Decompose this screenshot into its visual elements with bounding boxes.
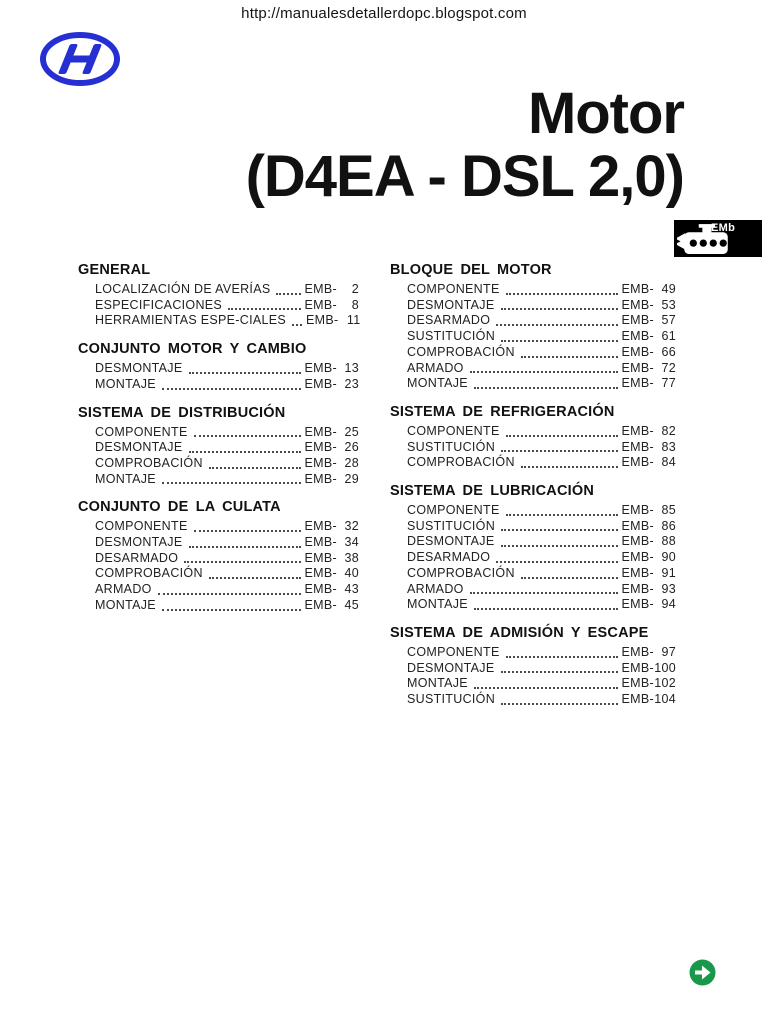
toc-item-label: DESARMADO: [407, 313, 491, 328]
toc-item-label: SUSTITUCIÓN: [407, 518, 496, 533]
toc-section-heading: SISTEMA DE ADMISIÓN Y ESCAPE: [390, 624, 649, 641]
toc-page-number: 23: [344, 376, 359, 391]
toc-leader-dots: [501, 340, 618, 342]
toc-leader-dots: [162, 609, 301, 611]
toc-item-label: COMPROBACIÓN: [407, 455, 515, 470]
toc-item: [390, 582, 676, 598]
toc-page-prefix: EMB-: [621, 455, 654, 470]
toc-item-page: [622, 692, 676, 708]
toc-page-number: 82: [661, 423, 676, 438]
toc-leader-dots: [506, 656, 618, 658]
toc-leader-dots: [162, 482, 301, 484]
toc-item-label: DESMONTAJE: [95, 535, 183, 550]
toc-item: [78, 535, 359, 551]
toc-page-prefix: EMB-: [304, 297, 337, 312]
toc-item-page: [622, 455, 676, 471]
toc-item-label: DESARMADO: [407, 550, 491, 565]
toc-item: [390, 424, 676, 440]
toc-page-number: 94: [661, 597, 676, 612]
toc-page-number: 34: [344, 535, 359, 550]
toc-page-number: 8: [351, 297, 359, 312]
toc-page-prefix: EMB-: [621, 534, 654, 549]
toc-item-label: COMPROBACIÓN: [407, 565, 515, 580]
toc-page-number: 49: [661, 282, 676, 296]
toc-page-number: 93: [661, 581, 676, 596]
page-title-line2: (D4EA - DSL 2,0): [245, 144, 684, 209]
toc-page-prefix: EMB-: [621, 692, 654, 707]
toc-item-page: [305, 282, 359, 298]
toc-page-prefix: EMB-: [621, 660, 654, 675]
toc-page-number: 104: [654, 692, 676, 707]
toc-item-label: SUSTITUCIÓN: [407, 692, 496, 707]
toc-page-number: 85: [661, 503, 676, 518]
toc-page-prefix: EMB-: [304, 566, 337, 581]
toc-section-heading: SISTEMA DE REFRIGERACIÓN: [390, 403, 615, 420]
toc-item-label: COMPONENTE: [407, 282, 500, 296]
toc-item-page: [622, 345, 676, 361]
toc-column-right: [390, 262, 676, 720]
toc-page-prefix: EMB-: [621, 597, 654, 612]
toc-item: [78, 598, 359, 614]
toc-leader-dots: [474, 387, 618, 389]
toc-item-label: COMPONENTE: [95, 424, 188, 439]
toc-item-page: [622, 519, 676, 535]
toc-item: [390, 345, 676, 361]
toc-item-page: [306, 313, 360, 329]
toc-page-prefix: EMB-: [621, 676, 654, 691]
toc-page-number: 86: [661, 518, 676, 533]
toc-item-page: [622, 676, 676, 692]
toc-item-page: [622, 503, 676, 519]
toc-item-label: DESARMADO: [95, 550, 179, 565]
toc-page-prefix: EMB-: [621, 503, 654, 518]
toc-item-page: [305, 535, 359, 551]
toc-page-number: 102: [654, 676, 676, 691]
toc-item-label: MONTAJE: [407, 676, 468, 691]
toc-item-page: [622, 361, 676, 377]
toc-item-label: DESMONTAJE: [95, 440, 183, 455]
toc-leader-dots: [162, 388, 301, 390]
toc-item: [78, 551, 359, 567]
toc-section-heading: SISTEMA DE LUBRICACIÓN: [390, 483, 595, 500]
toc-page-prefix: EMB-: [304, 282, 337, 296]
toc-item-page: [622, 329, 676, 345]
toc-item: [390, 361, 676, 377]
toc-section-heading: CONJUNTO DE LA CULATA: [78, 499, 281, 516]
toc-leader-dots: [506, 435, 618, 437]
toc-section-heading: BLOQUE DEL MOTOR: [390, 262, 552, 278]
toc-section-heading: GENERAL: [78, 262, 151, 278]
toc-leader-dots: [184, 561, 300, 563]
toc-item-page: [305, 377, 359, 393]
url-header: http://manualesdetallerdopc.blogspot.com: [241, 5, 527, 22]
toc-item-label: SUSTITUCIÓN: [407, 329, 496, 344]
toc-item-label: MONTAJE: [95, 376, 156, 391]
toc-leader-dots: [521, 356, 618, 358]
toc-item: [78, 313, 359, 329]
toc-item: [390, 440, 676, 456]
toc-page-prefix: EMB-: [304, 361, 337, 376]
toc-leader-dots: [506, 293, 618, 295]
toc-item-page: [622, 582, 676, 598]
toc-item: [78, 282, 359, 298]
toc-page-prefix: EMB-: [621, 550, 654, 565]
toc-item-label: ARMADO: [95, 582, 152, 597]
toc-page-prefix: EMB-: [621, 360, 654, 375]
toc-item: [390, 597, 676, 613]
toc-page-number: 66: [661, 344, 676, 359]
toc-item-page: [622, 440, 676, 456]
toc-column-left: [78, 262, 359, 626]
toc-leader-dots: [470, 592, 618, 594]
toc-leader-dots: [501, 308, 618, 310]
toc-leader-dots: [209, 577, 301, 579]
toc-section: [78, 405, 359, 488]
toc-page-number: 53: [661, 297, 676, 312]
toc-item-label: DESMONTAJE: [407, 297, 495, 312]
toc-page-number: 32: [344, 519, 359, 534]
toc-page-prefix: EMB-: [621, 297, 654, 312]
toc-item: [78, 361, 359, 377]
toc-section: [78, 262, 359, 329]
toc-item-page: [305, 456, 359, 472]
toc-page-number: 2: [351, 282, 359, 296]
toc-page-number: 91: [661, 565, 676, 580]
toc-item-label: COMPROBACIÓN: [95, 455, 203, 470]
toc-leader-dots: [292, 324, 302, 326]
toc-item: [390, 282, 676, 298]
toc-leader-dots: [470, 371, 618, 373]
toc-section: [390, 625, 676, 708]
toc-item-page: [622, 566, 676, 582]
toc-item-page: [305, 361, 359, 377]
toc-page-number: 26: [344, 440, 359, 455]
toc-item-page: [622, 298, 676, 314]
hyundai-logo-icon: [38, 31, 122, 87]
toc-item-page: [622, 313, 676, 329]
toc-item: [78, 566, 359, 582]
arrow-right-icon: [689, 959, 716, 986]
toc-item-label: DESMONTAJE: [407, 660, 495, 675]
toc-page-prefix: EMB-: [621, 423, 654, 438]
toc-item: [390, 676, 676, 692]
toc-item: [390, 313, 676, 329]
toc-item-label: ARMADO: [407, 581, 464, 596]
toc-page-number: 72: [661, 360, 676, 375]
toc-item-label: COMPROBACIÓN: [95, 566, 203, 581]
toc-item-page: [305, 425, 359, 441]
toc-leader-dots: [474, 608, 618, 610]
toc-page-number: 61: [661, 329, 676, 344]
toc-item-page: [305, 472, 359, 488]
toc-item-label: ESPECIFICACIONES: [95, 297, 223, 312]
toc-item: [78, 519, 359, 535]
toc-item-page: [305, 582, 359, 598]
toc-page-prefix: EMB-: [621, 581, 654, 596]
toc-item: [390, 329, 676, 345]
next-page-button[interactable]: [689, 959, 716, 986]
toc-leader-dots: [189, 451, 301, 453]
toc-item-label: COMPONENTE: [407, 423, 500, 438]
toc-page-number: 38: [344, 550, 359, 565]
toc-leader-dots: [501, 671, 618, 673]
toc-page-number: 29: [344, 471, 359, 486]
toc-page-prefix: EMB-: [621, 282, 654, 296]
toc-item-label: COMPONENTE: [95, 519, 188, 534]
toc-page-prefix: EMB-: [621, 344, 654, 359]
toc-item-label: SUSTITUCIÓN: [407, 439, 496, 454]
toc-item-label: MONTAJE: [95, 471, 156, 486]
toc-leader-dots: [189, 372, 301, 374]
section-badge-code: EMb: [711, 222, 736, 234]
toc-leader-dots: [194, 530, 301, 532]
toc-page-prefix: EMB-: [304, 535, 337, 550]
toc-leader-dots: [521, 577, 618, 579]
toc-page-prefix: EMB-: [621, 565, 654, 580]
toc-item-page: [622, 376, 676, 392]
toc-leader-dots: [521, 466, 618, 468]
toc-page-prefix: EMB-: [304, 519, 337, 534]
toc-item: [390, 550, 676, 566]
toc-leader-dots: [496, 324, 617, 326]
page-title-line1: Motor: [527, 81, 684, 146]
toc-page-number: 57: [661, 313, 676, 328]
toc-page-prefix: EMB-: [621, 376, 654, 391]
toc-item: [390, 566, 676, 582]
toc-page-number: 11: [346, 313, 361, 328]
toc-item-page: [622, 424, 676, 440]
toc-item-page: [305, 551, 359, 567]
toc-item: [390, 692, 676, 708]
toc-item: [78, 472, 359, 488]
toc-leader-dots: [501, 703, 618, 705]
toc-page-prefix: EMB-: [304, 582, 337, 597]
toc-item-page: [622, 661, 676, 677]
toc-item-label: COMPROBACIÓN: [407, 344, 515, 359]
toc-page-number: 45: [344, 597, 359, 612]
toc-page-prefix: EMB-: [621, 313, 654, 328]
toc-leader-dots: [501, 450, 618, 452]
toc-page-number: 84: [661, 455, 676, 470]
toc-leader-dots: [506, 514, 618, 516]
toc-item-label: LOCALIZACIÓN DE AVERÍAS: [95, 282, 271, 296]
toc-page-prefix: EMB-: [304, 440, 337, 455]
toc-page-prefix: EMB-: [304, 424, 337, 439]
toc-item-label: DESMONTAJE: [407, 534, 495, 549]
toc-page-prefix: EMB-: [306, 313, 339, 328]
toc-item: [390, 455, 676, 471]
toc-section-heading: SISTEMA DE DISTRIBUCIÓN: [78, 404, 286, 421]
toc-item: [78, 582, 359, 598]
toc-page-number: 28: [344, 455, 359, 470]
toc-page-number: 13: [344, 361, 359, 376]
toc-page-prefix: EMB-: [304, 376, 337, 391]
toc-item-label: ARMADO: [407, 360, 464, 375]
toc-page-prefix: EMB-: [304, 550, 337, 565]
toc-item-label: MONTAJE: [95, 597, 156, 612]
toc-leader-dots: [189, 546, 301, 548]
toc-item-page: [305, 519, 359, 535]
toc-page-number: 83: [661, 439, 676, 454]
toc-page-number: 100: [654, 660, 676, 675]
toc-item: [78, 456, 359, 472]
toc-item-page: [305, 566, 359, 582]
toc-leader-dots: [496, 561, 617, 563]
toc-item-page: [305, 298, 359, 314]
toc-item-label: COMPONENTE: [407, 503, 500, 518]
toc-item: [390, 661, 676, 677]
toc-leader-dots: [501, 529, 618, 531]
toc-item: [390, 376, 676, 392]
toc-item: [390, 534, 676, 550]
toc-leader-dots: [194, 435, 301, 437]
toc-item: [390, 503, 676, 519]
toc-item: [390, 645, 676, 661]
hyundai-logo: [38, 31, 122, 87]
toc-section: [390, 404, 676, 471]
toc-item-page: [622, 282, 676, 298]
toc-page-prefix: EMB-: [304, 597, 337, 612]
toc-item-label: COMPONENTE: [407, 644, 500, 659]
toc-section: [78, 499, 359, 613]
toc-page-number: 97: [661, 644, 676, 659]
toc-page-prefix: EMB-: [304, 455, 337, 470]
toc-page-number: 88: [661, 534, 676, 549]
toc-section: [78, 341, 359, 392]
toc-item-page: [305, 440, 359, 456]
toc-item: [78, 440, 359, 456]
toc-page-prefix: EMB-: [304, 471, 337, 486]
toc-leader-dots: [501, 545, 618, 547]
toc-page-prefix: EMB-: [621, 518, 654, 533]
toc-leader-dots: [276, 293, 300, 295]
toc-leader-dots: [474, 687, 618, 689]
toc-item-page: [305, 598, 359, 614]
toc-item: [390, 519, 676, 535]
toc-page-number: 40: [344, 566, 359, 581]
toc-leader-dots: [228, 308, 300, 310]
toc-item: [78, 298, 359, 314]
toc-leader-dots: [209, 467, 301, 469]
toc-item-label: HERRAMIENTAS ESPE-CIALES: [95, 313, 287, 328]
toc-item-label: DESMONTAJE: [95, 361, 183, 376]
toc-item-page: [622, 534, 676, 550]
toc-item: [390, 298, 676, 314]
toc-item: [78, 425, 359, 441]
toc-page-prefix: EMB-: [621, 439, 654, 454]
toc-leader-dots: [158, 593, 301, 595]
toc-page-number: 77: [661, 376, 676, 391]
toc-item-label: MONTAJE: [407, 376, 468, 391]
toc-section: [390, 483, 676, 613]
toc-page-number: 43: [344, 582, 359, 597]
toc-section: [390, 262, 676, 392]
toc-page-prefix: EMB-: [621, 644, 654, 659]
section-badge: [674, 220, 762, 257]
toc-page-number: 25: [344, 424, 359, 439]
toc-item-page: [622, 645, 676, 661]
toc-item-label: MONTAJE: [407, 597, 468, 612]
toc-item-page: [622, 597, 676, 613]
page-title: [246, 82, 684, 208]
toc-item: [78, 377, 359, 393]
toc-page-number: 90: [661, 550, 676, 565]
toc-section-heading: CONJUNTO MOTOR Y CAMBIO: [78, 341, 307, 358]
toc-item-page: [622, 550, 676, 566]
toc-page-prefix: EMB-: [621, 329, 654, 344]
